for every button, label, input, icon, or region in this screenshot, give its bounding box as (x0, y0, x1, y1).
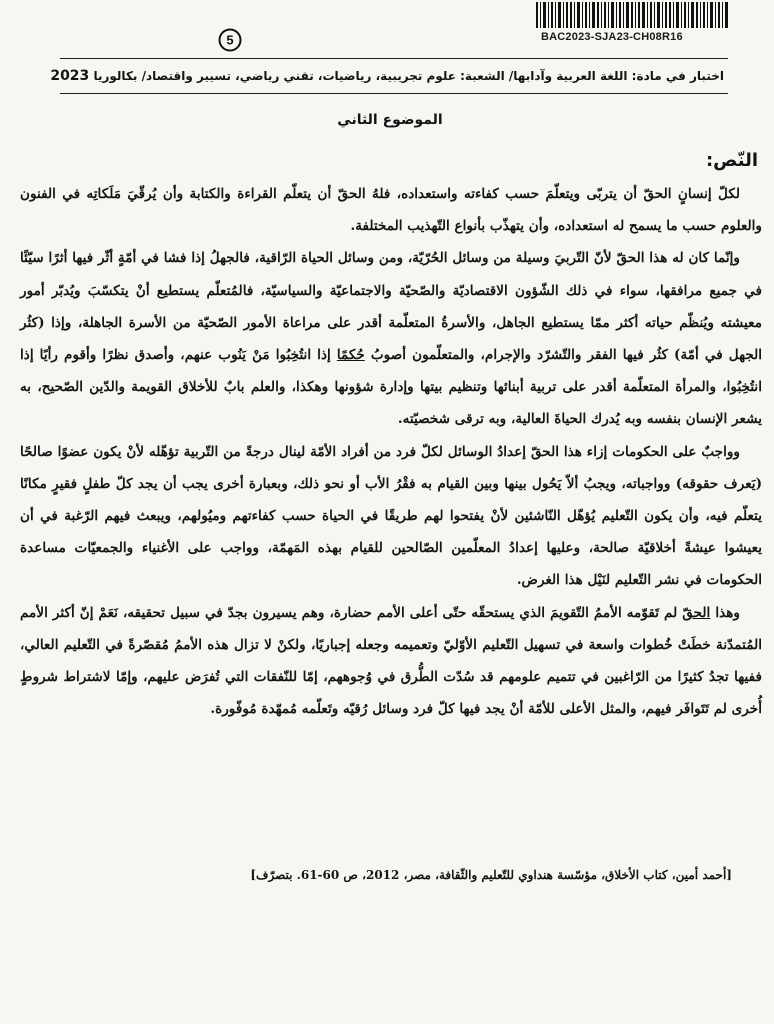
svg-text:5: 5 (226, 32, 234, 48)
exam-year: 2023 (50, 68, 90, 84)
paragraph-3-part-a: وواجبٌ على الحكومات إزاء هذا الحقّ إعدادُ الوسائل لكلّ فرد من أفراد الأمّة لينال درجةً من التّربية تؤهّله لأنْ يكون عضوًا صالحًا (20, 443, 740, 460)
paragraph-2-highlight: (كثُر الجهل في أمّة) (20, 314, 763, 364)
paragraph-1: لكلّ إنسانٍ الحقّ أن يتربّى ويتعلّمَ حسب كفاءته واستعداده، فلهُ الحقّ أن يتعلّم القراءة والكتابة وأن يُرقّيَ مَلَكاتِه في الفنون والعلوم حسب ما يسمح له استعداده، وأن يتهذّب بأنواع التّهذيب المختلفة. (20, 186, 762, 235)
paragraph-3-part-b: وواجباته، ويجبُ ألاّ يَحُول بينها وبين القيام به فقْرُ الأب أو نحو ذلك، وبعبارة أخرى يجب أن يجد كلّ طفلٍ فقيرٍ مكانًا يتعلّم فيه، وأن يكون التّعليم يُؤهّل النّاشئين لأنْ يفتحوا لهم طريقًا في الحياة حسب كفاءتهم وميُولهم، ويبعث فيهم الرّغبة في أن يعيشوا عيشةً أخلاقيّة صالحة، وعليها إعدادُ المعلّمين الصّالحين للقيام بهذه المَهمّة، وواجب على الأغنياء والجمعيّات مساعدة الحكومات في نشر التّعليم لنَيْل هذا الغرض. (20, 475, 762, 589)
paragraph-2 (20, 242, 762, 435)
passage (20, 178, 762, 725)
paragraph-2-underlined-word: حُكمًا (336, 347, 365, 364)
exam-header-text: اختبار في مادة: اللغة العربية وآدابها/ الشعبة: علوم تجريبية، رياضيات، تقني رياضي، تسيير واقتصاد/ بكالوريا (93, 69, 724, 83)
text-heading: النّص: (705, 150, 758, 171)
exam-header (50, 58, 728, 94)
paragraph-2-part-b: كثُر فيها الفقر والتّشرّد والإجرام، والمتعلّمون أصوبُ (370, 347, 668, 364)
paragraph-4-underlined-word: الحقّ (682, 604, 711, 621)
paragraph-2-part-a: وإنّما كان له هذا الحقّ لأنّ التّربيَ وسيلة من وسائل الحُرّيّة، ومن وسائل الحياة الرّاقية، فالجهلُ إذا فشا في أمّةٍ أثّر فيها أثرًا سيّئًا في جميع مرافقها، سواء في ذلك الشّؤون الاقتصاديّة والصّحيّة والاجتماعيّة والسياسيّة، فالمُتعلّم يستطيع أنْ يتكسّبَ ويُدبّر أمور معيشته ويُنظّم حياته أكثر ممّا يستطيع الجاهل، والأسرةُ المتعلّمة أقدر على مراعاة الأمور الصّحيّة من الأسرة الجاهلة، وإذا (20, 250, 762, 331)
page-number-circle-icon (218, 28, 242, 52)
exam-code: BAC2023-SJA23-CH08R16 (541, 31, 683, 43)
paragraph-4-part-a: وهذا (715, 604, 740, 621)
paragraph-3 (20, 436, 762, 597)
paragraph-4-part-b: لم تَقوّمه الأممُ التّقويمَ الذي يستحقّه حتّى أعلى الأمم حضارة، وهم يسيرون بجدّ في سبيل تحقيقه، نَعَمْ إنّ أكثر الأمم المُتمدّنة خطَتْ خُطوات واسعة في تسهيل التّعليم الأوّليّ وتعميمه وجعله إجباريًا، ولكنْ لا تزال هذه الأممُ مُقصّرةً في التّعليم العالي، ففيها تجدُ كثيرًا من الرّاغبين في تتميم علومهم قد سُدّت الطُّرق في وُجوههم، إمّا للنّفقات التي تُفرَض عليهم، وإمّا لاشتراط شروطٍ أُخرى لم تَتَوافَر فيهم، والمثل الأعلى للأمّة أنْ يجد فيها كلّ فرد وسائل رُقيّه وتَعلّمه مُمهّدة مُوفّورة. (20, 604, 762, 718)
paragraph-4 (20, 597, 762, 726)
paragraph-2-part-c: إذا انتُخِبُوا مَنْ يَنُوب عنهم، وأصدق نظرًا وأقوم رأيًا إذا انتُخِبُوا، والمرأة المتعلّمة أقدر على تربية أبنائها وتنظيم بيتها وإدارة شؤونها وهكذا، والعلم بابٌ للأخلاق القويمة والدّين الصّحيح، به يشعر الإنسان بنفسه وبه يُدرك الحياةَ العالية، وبه ترقى شخصيّته. (20, 347, 762, 428)
paragraph-3-highlight: (يَعرف حقوقه) (675, 475, 762, 492)
barcode-icon (536, 2, 730, 28)
subject-title: الموضوع الثاني (337, 112, 443, 128)
page-number-badge (218, 28, 242, 52)
source-citation: [أحمد أمين، كتاب الأخلاق، مؤسّسة هنداوي للتّعليم والثّقافة، مصر، 2012، ص 60-61. بتصرّف] (250, 868, 732, 882)
